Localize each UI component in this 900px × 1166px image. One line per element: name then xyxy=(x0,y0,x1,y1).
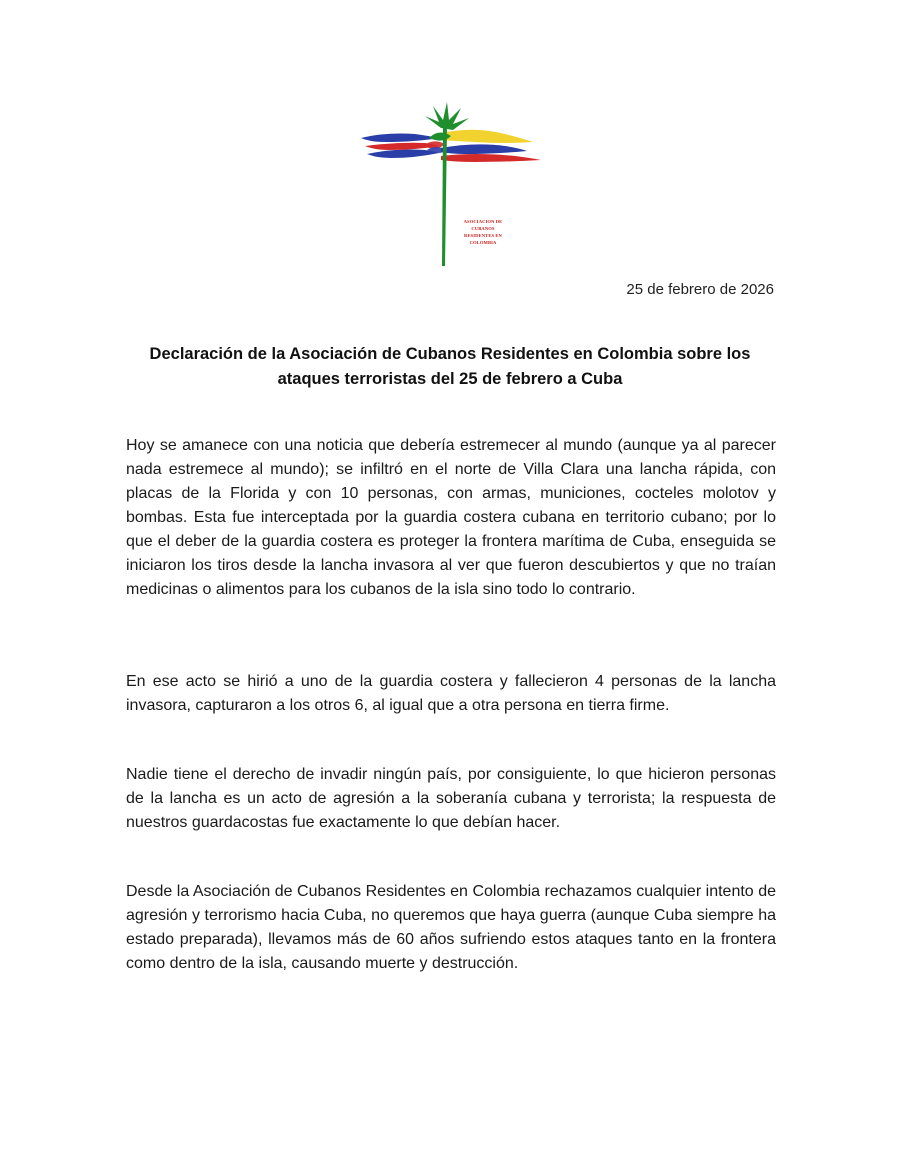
body-paragraph: Desde la Asociación de Cubanos Residentes en Colombia rechazamos cualquier intento de agresión y terrorismo hacia Cuba, no queremos que haya guerra (aunque Cuba siempre ha estado preparada), llevamos más de 60 años sufriendo estos ataques tanto en la frontera como dentro de la isla, causando muerte y destrucción. xyxy=(126,883,776,972)
palm-flag-logo-icon xyxy=(355,98,547,270)
title-line: Declaración de la Asociación de Cubanos Residentes en Colombia sobre los xyxy=(149,345,751,363)
title-line: ataques terroristas del 25 de febrero a Cuba xyxy=(277,370,623,388)
logo-caption-line: ASOCIACION DE xyxy=(463,219,503,224)
body-paragraph: Hoy se amanece con una noticia que debería estremecer al mundo (aunque ya al parecer nada estremece al mundo); se infiltró en el norte de Villa Clara una lancha rápida, con placas de la Florida y con 10 personas, con armas, municiones, cocteles molotov y bombas. Esta fue interceptada por la guardia costera cubana en territorio cubano; por lo que el deber de la guardia costera es proteger la frontera marítima de Cuba, enseguida se iniciaron los tiros desde la lancha invasora al ver que fueron descubiertos y que no traían medicinas o alimentos para los cubanos de la isla sino todo lo contrario. xyxy=(126,437,776,598)
logo-caption-line: RESIDENTES EN xyxy=(464,233,502,238)
logo-caption-line: CUBANOS xyxy=(471,226,495,231)
logo-caption-line: COLOMBIA xyxy=(469,240,497,245)
document-title xyxy=(100,342,800,392)
logo-caption xyxy=(461,218,505,246)
body-paragraph: En ese acto se hirió a uno de la guardia costera y fallecieron 4 personas de la lancha invasora, capturaron a los otros 6, al igual que a otra persona en tierra firme. xyxy=(126,673,776,714)
body-paragraph: Nadie tiene el derecho de invadir ningún país, por consiguiente, lo que hicieron personas de la lancha es un acto de agresión a la soberanía cubana y terrorista; la respuesta de nuestros guardacostas fue exactamente lo que debían hacer. xyxy=(126,766,776,831)
association-logo xyxy=(355,98,547,270)
document-date: 25 de febrero de 2026 xyxy=(626,281,774,298)
